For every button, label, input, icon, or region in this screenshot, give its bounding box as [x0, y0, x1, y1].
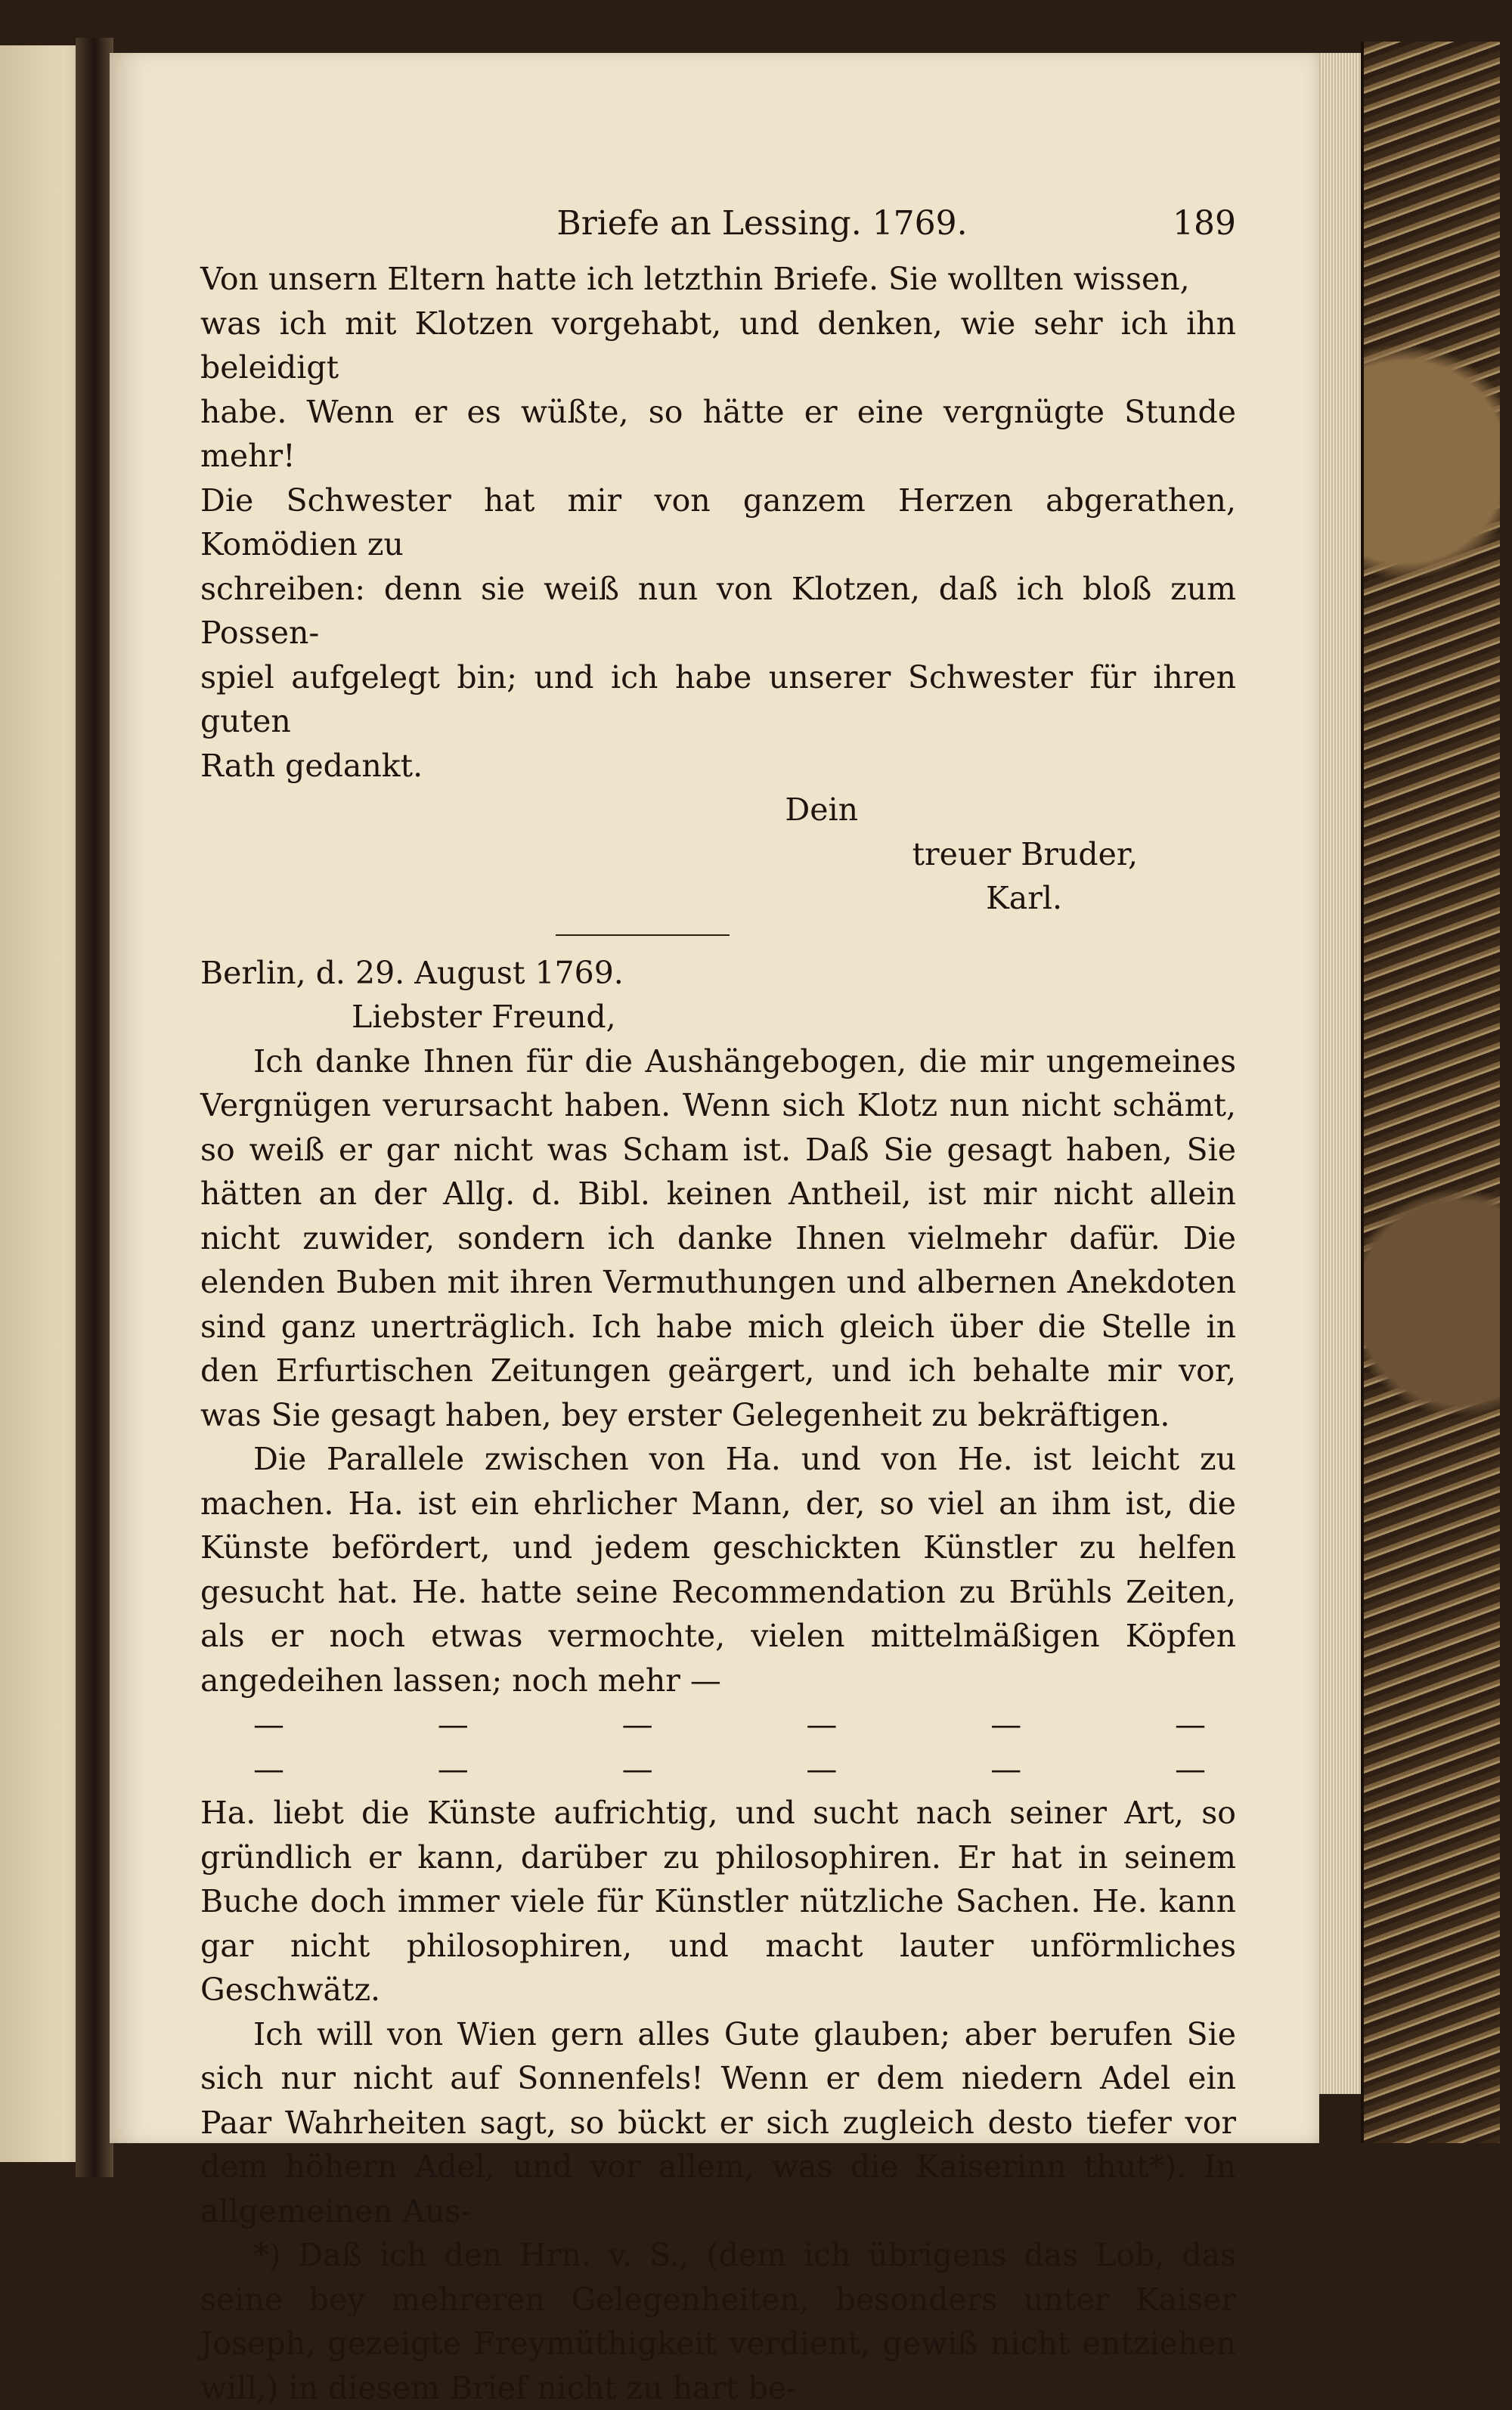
text-line: Die Schwester hat mir von ganzem Herzen abgerathen, Komödien zu [200, 482, 1236, 562]
dash: — [1174, 1750, 1206, 1787]
footnote-text: Daß ich den Hrn. v. S., (dem ich übrigens das Lob, das seine bey mehreren Gelegenheiten, besonders unter Kaiser Joseph, gezeigte Freymüthigkeit verdient, gewiß nicht entziehen will,) in diesem Brief nicht zu hart be- [200, 2237, 1236, 2406]
dash-row [200, 1702, 1236, 1747]
section-divider [556, 934, 730, 936]
text-line: Rath gedankt. [200, 747, 423, 784]
running-title: Briefe an Lessing. 1769. [556, 204, 968, 243]
page-edges [1312, 53, 1368, 2094]
dash: — [806, 1706, 838, 1743]
dash: — [990, 1750, 1022, 1787]
dash: — [806, 1750, 838, 1787]
dateline: Berlin, d. 29. August 1769. [200, 954, 624, 991]
letter-closing: Dein [785, 791, 858, 828]
dash: — [621, 1750, 653, 1787]
dash: — [990, 1706, 1022, 1743]
dash: — [621, 1706, 653, 1743]
marbled-cover [1361, 42, 1500, 2143]
running-header [200, 204, 1236, 257]
dash: — [437, 1706, 469, 1743]
text-line: habe. Wenn er es wüßte, so hätte er eine vergnügte Stunde mehr! [200, 393, 1236, 474]
paragraph: Die Parallele zwischen von Ha. und von He. ist leicht zu machen. Ha. ist ein ehrlicher Mann, der, so viel an ihm ist, die Künste befördert, und jedem geschickten Künstler zu helfen gesucht hat. He. hatte seine Recommendation zu Brühls Zeiten, als er noch etwas vermochte, vielen mittelmäßigen Köpfen angedeihen lassen; noch mehr — [200, 1441, 1236, 1699]
page-content [200, 204, 1236, 2410]
salutation: Liebster Freund, [352, 999, 616, 1035]
letter-signature: Karl. [986, 880, 1062, 916]
dash: — [253, 1750, 284, 1787]
text-line: was ich mit Klotzen vorgehabt, und denken, wie sehr ich ihn beleidigt [200, 305, 1236, 386]
dash: — [1174, 1706, 1206, 1743]
text-line: schreiben: denn sie weiß nun von Klotzen, daß ich bloß zum Possen- [200, 570, 1236, 651]
paragraph: Ich will von Wien gern alles Gute glauben; aber berufen Sie sich nur nicht auf Sonnenfels! Wenn er dem niedern Adel ein Paar Wahrheiten sagt, so bückt er sich zugleich desto tiefer vor dem höhern Adel, und vor allem, was die Kaiserinn thut*). In allgemeinen Aus- [200, 2015, 1236, 2229]
dash-row [200, 1747, 1236, 1792]
dash: — [437, 1750, 469, 1787]
text-line: Von unsern Eltern hatte ich letzthin Briefe. Sie wollten wissen, [200, 261, 1190, 297]
book-gutter [76, 38, 113, 2177]
footnote-marker: *) [253, 2237, 281, 2273]
book-page [110, 53, 1319, 2406]
footnote [200, 2233, 1236, 2410]
paragraph: Ha. liebt die Künste aufrichtig, und sucht nach seiner Art, so gründlich er kann, darüber zu philosophiren. Er hat in seinem Buche doch immer viele für Künstler nützliche Sachen. He. kann gar nicht philosophiren, und macht lauter unförmliches Geschwätz. [200, 1795, 1236, 2008]
page-number: 189 [1173, 204, 1236, 243]
letter-text [200, 257, 1236, 2410]
dash: — [253, 1706, 284, 1743]
letter-closing-2: treuer Bruder, [912, 835, 1138, 872]
paragraph: Ich danke Ihnen für die Aushängebogen, die mir ungemeines Vergnügen verursacht haben. Wenn sich Klotz nun nicht schämt, so weiß er gar nicht was Scham ist. Daß Sie gesagt haben, Sie hätten an der Allg. d. Bibl. keinen Antheil, ist mir nicht allein nicht zuwider, sondern ich danke Ihnen vielmehr dafür. Die elenden Buben mit ihren Vermuthungen und albernen Anekdoten sind ganz unerträglich. Ich habe mich gleich über die Stelle in den Erfurtischen Zeitungen geärgert, und ich behalte mir vor, was Sie gesagt haben, bey erster Gelegenheit zu bekräftigen. [200, 1042, 1236, 1433]
text-line: spiel aufgelegt bin; und ich habe unserer Schwester für ihren guten [200, 658, 1236, 739]
